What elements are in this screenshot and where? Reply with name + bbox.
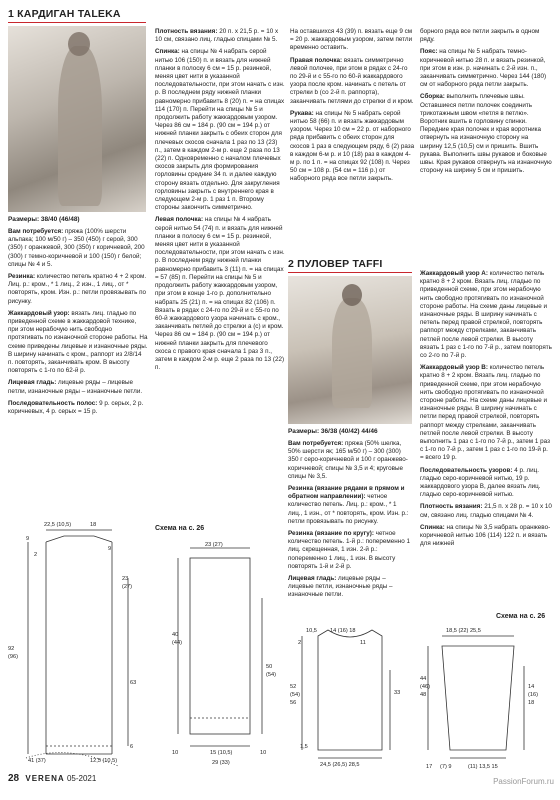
sizes-pullover: Размеры: 36/38 (40/42) 44/46	[288, 428, 378, 435]
text-column-4	[420, 28, 552, 179]
paragraph-heading: Плотность вязания:	[155, 28, 218, 35]
paragraph-body: лицевые ряды – лицевые петли, изнаночные ряды – изнаночные петли.	[8, 379, 143, 395]
dim-label: (27)	[122, 584, 132, 590]
paragraph	[288, 485, 412, 526]
paragraph-heading: Резинка (вязание рядами в прямом и обратном направлении):	[288, 485, 405, 501]
section-number: 1	[8, 8, 15, 20]
dim-label: 14	[528, 684, 535, 690]
paragraph	[8, 273, 148, 306]
dim-label: 6	[130, 744, 134, 750]
paragraph-body: количество петель кратно 4 + 2 кром. Лиц. р.: кром., * 1 лиц., 2 изн., 1 лиц., от * повторять, кром. Изн. р.: петли провязывать по рисунку.	[8, 273, 147, 305]
paragraph-heading: Жаккардовый узор А:	[420, 270, 488, 277]
paragraph-body: на спицы № 4 набрать серой нитью 54 (74) п. и вязать для нижней планки в полоску 6 см = 15 р. резинкой, меняя цвет нити в указанной последовательности, при этом начать с изн. р. В последнем ряду нижней планки равномерно прибавить 3 (11) п. = на спицах = 57 (85) п. Перейти на спицы № 5 и продолжить работу жаккардовым узором, при этом в конце 1-го р. дополнительно набрать 25 (21) п. = на спицах 82 (106) п. Вязать в рядах с 24-го по 29-й и с 55-го по 60-й жаккардового узора начинать с кром., заканчивать петлей до стрелки а (с) и кром. Через 86 см = 184 р. (90 см = 194 р.) от нижней планки закрыть для плечевого скоса с правого края сначала 1 раз 3 п., затем в каждом 2-м р. еще 2 раза по 13 (22) п.	[155, 216, 285, 372]
paragraph-heading: Вам потребуется:	[8, 228, 64, 235]
dim-label: 52	[290, 684, 297, 690]
paragraph-body: на спицы № 3,5 набрать оранжево-коричневой нитью 106 (114) 122 п. и вязать для нижней	[420, 523, 551, 548]
paragraph	[8, 228, 148, 269]
text-column-5	[288, 440, 412, 604]
dim-label: 10,5	[306, 628, 317, 634]
paragraph-heading: Лицевая гладь:	[8, 379, 57, 387]
dim-label: 1,5	[300, 744, 308, 750]
text-column-3	[290, 28, 415, 188]
dim-label: 44	[420, 676, 427, 682]
paragraph	[420, 467, 552, 500]
paragraph-body: на спицы № 5 набрать темно-коричневой нитью 28 п. и вязать резинкой, при этом в изн. р. начинать с 2-й изн. п., заканчивать симметрично. Через 144 (180) см от наборного ряда петли закрыть.	[420, 48, 547, 89]
magazine-name: VERENA	[25, 774, 65, 783]
dim-label: 2	[298, 640, 302, 646]
dim-label: 9	[26, 536, 30, 542]
paragraph	[155, 216, 285, 372]
dim-label: 10	[260, 750, 267, 756]
paragraph	[420, 48, 552, 89]
dim-label: 18,5 (22) 25,5	[446, 628, 481, 634]
paragraph	[420, 524, 552, 549]
dim-label: 2	[34, 552, 38, 558]
paragraph	[290, 57, 415, 106]
paragraph-heading: Вам потребуется:	[288, 440, 344, 447]
dim-label: 22,5 (10,5)	[44, 522, 72, 528]
paragraph	[155, 48, 285, 212]
dim-label: 18	[528, 700, 535, 706]
pattern-diagram-back	[8, 518, 150, 768]
paragraph-body: пряжа (100% шерсти альпака; 100 м/50 г) – 350 (450) г серой, 300 (350) г оранжевой, 300 (350) г коричневой, 200 (300) г темно-коричневой и 100 (150) г белой; спицы № 4 и 5.	[8, 228, 145, 268]
pattern-diagram-pullover-body	[290, 618, 410, 768]
paragraph	[290, 110, 415, 184]
paragraph	[8, 379, 148, 395]
paragraph	[420, 503, 552, 519]
section-title-pullover: 2 ПУЛОВЕР TAFFI	[288, 258, 383, 270]
dim-label: (7) 9	[440, 764, 452, 770]
paragraph	[288, 440, 412, 481]
dim-label: 23	[122, 576, 129, 582]
dim-label: 63	[130, 680, 137, 686]
page-number: 28	[8, 773, 20, 784]
paragraph	[420, 364, 552, 462]
paragraph-body: 9 р. серых, 2 р. коричневых, 4 р. серых = 15 р.	[8, 399, 144, 416]
paragraph-heading: Спинка:	[155, 48, 180, 56]
dim-label: 41 (37)	[28, 758, 46, 764]
watermark: PassionForum.ru	[493, 777, 554, 786]
paragraph	[288, 575, 412, 600]
dim-label: 15 (10,5)	[210, 750, 233, 756]
paragraph-heading: Жаккардовый узор В:	[420, 364, 488, 372]
paragraph-body: четное количество петель. 1-й р.: попеременно 1 лиц. скрещенная, 1 изн. 2-й р.: попеременно 1 лиц., 1 изн. В высоту повторять 1-й и 2-й р.	[288, 530, 410, 570]
dim-label: 24,5 (26,5) 28,5	[320, 762, 360, 768]
paragraph	[420, 93, 552, 175]
dim-label: 17	[426, 764, 433, 770]
dim-label: 92	[8, 646, 15, 652]
section-underline	[8, 22, 146, 23]
dim-label: 56	[290, 700, 297, 706]
paragraph-body: борного ряда все петли закрыть в одном ряду.	[420, 28, 540, 44]
paragraph-body: 4 р. лиц. гладью серо-коричневой нитью, 19 р. жаккардового узора В, далее вязать лиц. гладью серо-коричневой нитью.	[420, 466, 541, 499]
schema-link-cardigan[interactable]: Схема на с. 26	[155, 525, 205, 532]
paragraph-body: 20 п. х 21,5 р. = 10 х 10 см, связано лиц. гладью спицами № 5.	[155, 28, 279, 44]
paragraph-body: выполнить плечевые швы. Оставшиеся петли полочек соединить трикотажным швом «петля в петлю». Воротник вшить в горловину спинки. Передние края полочек и края воротника отвернуть на изнаночную сторону на ширину 12,5 (10,5) см и пришить. Вшить рукава. Выполнить швы рукавов и боковые швы. Края рукавов отвернуть на изнаночную сторону на ширину 5 см и пришить.	[420, 93, 552, 175]
paragraph-heading: Резинка (вязание по кругу):	[288, 530, 374, 538]
paragraph	[8, 400, 148, 416]
dim-label: 9	[108, 546, 112, 552]
cardigan-photo	[8, 26, 146, 212]
schema-link-pullover[interactable]: Схема на с. 26	[496, 613, 546, 620]
paragraph-heading: Последовательность узоров:	[420, 466, 513, 474]
paragraph-body: пряжа (50% шелка, 50% шерсти як; 165 м/50 г) – 300 (300) 350 г серо-коричневой и 100 г оранжево-коричневой; спицы № 3,5 и 4; круговые спицы № 3,5.	[288, 440, 408, 480]
paragraph-heading: Рукава:	[290, 109, 314, 117]
section-title-cardigan	[8, 8, 121, 20]
paragraph-heading: Левая полочка:	[155, 216, 204, 224]
sizes-cardigan: Размеры: 38/40 (46/48)	[8, 216, 80, 223]
dim-label: 48	[420, 692, 427, 698]
text-column-1	[8, 228, 148, 420]
dim-label: 29 (33)	[212, 760, 230, 766]
paragraph-heading: Сборка:	[420, 93, 445, 101]
paragraph-body: 21,5 п. х 28 р. = 10 х 10 см, связано лиц. гладью спицами № 4.	[420, 503, 552, 519]
paragraph	[420, 28, 552, 44]
paragraph-heading: Плотность вязания:	[420, 503, 483, 511]
pattern-diagram-sleeve	[170, 538, 280, 768]
dim-label: (46)	[420, 684, 430, 690]
paragraph-body: На оставшихся 43 (39) п. вязать еще 9 см = 20 р. жаккардовым узором, затем петли временно оставить.	[290, 28, 413, 52]
paragraph-heading: Лицевая гладь:	[288, 575, 337, 583]
section-name: КАРДИГАН TALEKA	[17, 8, 121, 20]
dim-label: 33	[394, 690, 401, 696]
dim-label: (54)	[290, 692, 300, 698]
paragraph	[8, 310, 148, 376]
section-underline-2	[288, 272, 412, 273]
paragraph-heading: Пояс:	[420, 48, 438, 56]
paragraph-body: четное количество петель. Лиц. р.: кром., * 1 лиц., 1 изн., от * повторять, кром. Изн. р.: петли провязывать по рисунку.	[288, 493, 409, 525]
dim-label: (54)	[266, 672, 276, 678]
dim-label: (11) 13,5 15	[468, 764, 498, 770]
paragraph-heading: Последовательность полос:	[8, 399, 98, 407]
paragraph-body: вязать лиц. гладью по приведенной схеме в жаккардовой технике, при этом нерабочую нить свободно протягивать по изнаночной стороне работы. На схеме приведены лицевые и изнаночные ряды. В ширину начинать с кром., раппорт из 2/8/14 п. повторять, заканчивать кром. В высоту повторять с 1-го по 62-й р.	[8, 309, 148, 375]
paragraph-heading: Правая полочка:	[290, 56, 343, 64]
page-footer	[8, 773, 96, 784]
paragraph-body: на спицы № 5 набрать серой нитью 58 (66) п. и вязать жаккардовым узором. Через 10 см = 22 р. от наборного ряда прибавить с обеих сторон для скосов 1 раз в следующем ряду, 6 (2) раза в каждом 6-м р. и 10 (18) раз в каждом 4-м р. по 1 п. = на спицах 92 (108) п. Через 50 см = 108 р. (54 см = 116 р.) от наборного ряда все петли закрыть.	[290, 109, 415, 183]
paragraph-heading: Жаккардовый узор:	[8, 309, 70, 317]
paragraph	[155, 28, 285, 44]
paragraph-body: лицевые ряды – лицевые петли, изнаночные ряды – изнаночные петли.	[288, 575, 393, 599]
pattern-diagram-pullover-sleeve	[418, 626, 538, 771]
paragraph-heading: Резинка:	[8, 273, 36, 281]
text-column-2	[155, 28, 285, 376]
dim-label: (96)	[8, 654, 18, 660]
paragraph	[290, 28, 415, 53]
paragraph	[288, 530, 412, 571]
dim-label: 10	[172, 750, 179, 756]
dim-label: (16)	[528, 692, 538, 698]
dim-label: 18	[90, 522, 97, 528]
text-column-6	[420, 270, 552, 553]
paragraph-body: количество петель кратно 8 + 2 кром. Вязать лиц. гладью по приведенной схеме, при этом нерабочую нить свободно протягивать по изнаночной стороне работы. На схеме даны лицевые и изнаночные ряды. В ширину начинать с петли перед правой стрелкой, повторять раппорт между стрелками, заканчивать петлей после левой стрелки. В высоту выполнить 1 раз с 1-го по 7-й р., затем 1 раз с 1-го по 7-й р., затем 1 раз с 1-го по 19-й р. = всего 19 р.	[420, 364, 550, 462]
dim-label: 40	[172, 632, 179, 638]
paragraph	[420, 270, 552, 360]
dim-label: 11	[360, 640, 366, 646]
paragraph-body: на спицы № 4 набрать серой нитью 106 (150) п. и вязать для нижней планки в полоску 6 см = 15 р. резинкой, меняя цвет нити в указанной последовательности, при этом начать с изн. р. В последнем ряду нижней планки равномерно прибавить 8 (20) п. = на спицах 114 (170) п. Перейти на спицы № 5 и продолжить работу жаккардовым узором. Через 86 см = 184 р. (90 см = 194 р.) от нижней планки закрыть с обеих сторон для плечевых скосов сначала 1 раз по 13 (23) п., затем в каждом 2-м р. еще 2 раза по 13 (22) п. Одновременно с началом плечевых скосов закрыть для формирования горловины средние 34 п. и далее каждую сторону вязать отдельно. Для закругления горловины закрыть с внутреннего края в следующем 2-м р. 1 раз 1 п. Второму стороны закончить симметрично.	[155, 48, 285, 212]
dim-label: 12,5 (10,5)	[90, 758, 118, 764]
dim-label: (44)	[172, 640, 182, 646]
dim-label: 50	[266, 664, 273, 670]
paragraph-heading: Спинка:	[420, 523, 445, 531]
dim-label: 23 (27)	[205, 542, 223, 548]
issue-number: 05-2021	[66, 774, 97, 783]
paragraph-body: вязать симметрично левой полочке, при этом в рядах с 24-го по 29-й и с 55-го по 60-й жаккардового узора после кром. начинать с петель от стрелки b (со 2-й п. раппорта), заканчивать петлями до стрелки d и кром.	[290, 56, 414, 105]
paragraph-body: количество петель кратно 8 + 2 кром. Вязать лиц. гладью по приведенной схеме, при этом нерабочую нить свободно протягивать по изнаночной стороне работы. На схеме даны лицевые и изнаночные ряды. В ширину начинать с петель перед правой стрелкой, повторять раппорт между стрелками, заканчивать петлей после левой стрелки. В высоту вязать 1 раз с 1-го по 7-й р., затем повторять со 2-го по 7-й р.	[420, 270, 552, 360]
dim-label: 14 (16) 18	[330, 628, 356, 634]
pullover-photo	[288, 276, 412, 424]
